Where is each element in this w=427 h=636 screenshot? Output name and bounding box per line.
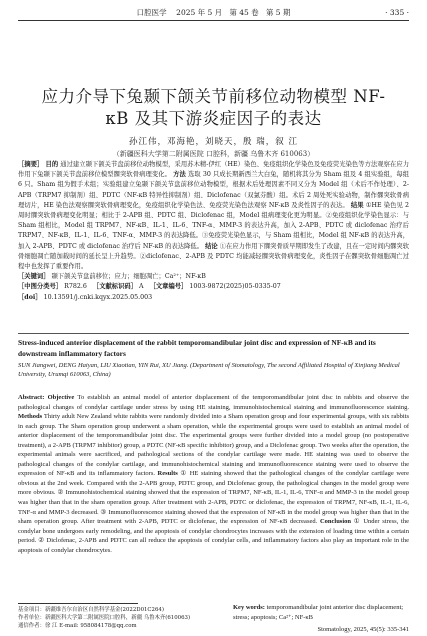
- objective-label-en: Objective: [47, 394, 75, 401]
- keywords-text-zh: 颞下颌关节盘前移位；应力；细胞凋亡；Ca²⁺；NF-κB: [51, 273, 206, 281]
- article-id-label: ［文章编号］: [149, 283, 188, 291]
- conclusion-label-en: Conclusion: [319, 518, 352, 526]
- methods-label-zh: 方法: [173, 171, 186, 179]
- keywords-label-en: Key words:: [233, 604, 265, 611]
- authors-zh: 孙江伟，邓海艳，刘晓天，殷 瑞，叙 江: [129, 137, 298, 147]
- classification-zh: [18, 282, 409, 292]
- keywords-label-zh: ［关键词］: [18, 273, 50, 281]
- objective-text-zh: 通过建立颞下颌关节盘前移位动物模型，采用苏木精-伊红（HE）染色、免疫组织化学染色及免疫荧光染色等方法观察在应力作用下兔颞下颌关节盘前移位模型髁突软骨病理变化。: [18, 161, 410, 179]
- abstract-en: [18, 393, 409, 555]
- clc-value: R782.6: [64, 283, 87, 291]
- doi-zh: [18, 293, 409, 303]
- objective-text-en: To establish an animal model of anterior displacement of the temporomandibular joint disc in rabbits and observe the pathological changes of condylar cartilage under stress by using HE staining, immunohistochemical staining and immunofluorescence staining.: [18, 394, 410, 411]
- doi-label: ［doi］: [18, 293, 42, 301]
- results-label-en: Results: [157, 470, 178, 478]
- methods-text-en: Thirty adult New Zealand white rabbits were randomly divided into a Sham operation group and four experimental groups, with six rabbits in each group. The Sham operation group underwent a sham operation, while the experimental groups were used to establish an animal model of anterior displacement of the temporomandibular joint disc. The experimental groups were further divided into a model group (no postoperative treatment), a 2-APB (TRPM7 inhibitor) group, a PDTC (NF-κB specific inhibitor) group, and a Diclofenac group. Two weeks after the operation, the experimental animals were sacrificed, and pathological sections of the condylar cartilage were made. HE staining was used to observe the pathological changes of the condylar cartilage, and immunohistochemical staining and immunofluorescence staining were used to observe the expression of NF-κB and its inflammatory factors.: [18, 413, 409, 478]
- methods-text-zh: 选取 30 只成长期新西兰大白兔，随机将其分为 Sham 组及 4 组实验组，每组 6 只。Sham 组为假手术组；实验组建立兔颞下颌关节盘前移位动物模型，根据术后处理因素不同又分为 Model 组（术后不作处理）、2-APB（TRPM7 抑制剂）组、PDTC（NF-κB 特异性抑制剂）组、Diclofenac（双氯芬酸）组。术后 2 周处死实验动物，制作髁突软骨病理切片，HE 染色法观察髁突软骨病理变化，免疫组织化学染色法、免疫荧光染色法观察 NF-κB 及炎性因子的表达。: [18, 171, 410, 209]
- keywords-zh: [18, 272, 409, 282]
- conclusion-text-en: ① Under stress, the condylar bone undergoes early remodeling, and the apoptosis of condylar chondrocytes increases with the extension of loading time within a certain period. ② Diclofenac, 2-APB and PDTC can all reduce the apoptosis of condylar cells, and inflammatory factors also play an important role in the apoptosis of condylar chondrocytes.: [18, 518, 409, 554]
- conclusion-text-zh: ①在应力作用下髁突骨质早期即发生了改建，且在一定时间内髁突软骨细胞凋亡随加载时间的延长呈上升趋势。②diclofenac、2-APB 及 PDTC 均能减轻髁突软骨病理变化，炎性因子在髁突软骨细胞凋亡过程中也发挥了重要作用。: [18, 242, 409, 271]
- article-title-en: Stress-induced anterior displacement of the rabbit temporomandibular joint disc and expression of NF-κB and its downstream inflammatory factors: [18, 338, 376, 358]
- issue: 第 5 期: [265, 8, 291, 17]
- citation: Stomatology, 2025, 45(5): 335-341: [317, 626, 409, 633]
- keywords-en: [233, 603, 409, 622]
- methods-label-en: Methods: [18, 413, 43, 421]
- objective-label-zh: 目的: [45, 161, 59, 168]
- abstract-label-en: Abstract:: [18, 394, 45, 401]
- keywords-text-en: temporomandibular joint anterior disc displacement; stress; apoptosis; Ca²⁺; NF-κB: [233, 604, 404, 621]
- doc-code-label: ［文献标识码］: [92, 283, 137, 291]
- running-header: [18, 6, 409, 21]
- footnote-rule: [18, 603, 138, 604]
- article-title-zh: 应力介导下兔颞下颌关节前移位动物模型 NF-κB 及其下游炎症因子的表达: [41, 87, 386, 128]
- section-divider: [18, 333, 409, 334]
- doc-code-value: A: [138, 283, 144, 291]
- results-label-zh: 结果: [350, 201, 364, 209]
- article-id-value: 1003-9872(2025)05-0335-07: [189, 283, 281, 291]
- footnote-correspondence: 通信作者：徐 江 E-mail: 958084178@qq.com: [18, 623, 137, 629]
- results-text-en: ① HE staining showed that the pathological changes of the condylar cartilage were obvious at the 2nd week. Compared with the 2-APB group, PDTC group, and Diclofenac group, the pathological changes in the model group were more obvious. ② Immunohistochemical staining showed that the expression of TRPM7, NF-κB, IL-1, IL-6, TNF-α and MMP-3 in the model group was higher than that in the sham operation group. After treatment with 2-APB, PDTC or diclofenac, the expression of TRPM7, NF-κB, IL-1, IL-6, TNF-α and MMP-3 decreased. ③ Immunofluorescence staining showed that the expression of NF-κB in the model group was higher than that in the sham operation group. After treatment with 2-APB, PDTC or diclofenac, the expression of NF-κB decreased.: [18, 470, 410, 526]
- volume: 第 45 卷: [229, 8, 259, 17]
- abstract-label-zh: ［摘要］: [18, 161, 44, 168]
- footnotes: [18, 606, 228, 630]
- affiliation-zh: （新疆医科大学第二附属医院 口腔科，新疆 乌鲁木齐 610063）: [112, 150, 315, 158]
- clc-label: ［中图分类号］: [18, 283, 63, 291]
- doi-value: 10.13591/j.cnki.kqyx.2025.05.003: [43, 293, 153, 301]
- abstract-zh: [18, 160, 409, 303]
- issue-date: 2025 年 5 月: [176, 8, 223, 17]
- authors-en: SUN Jiangwei, DENG Haiyan, LIU Xiaotian, YIN Rui, XU Jiang. (Department of Stomatology, The second Affiliated Hospital of Xinjiang Medical University, Urumqi 610063, China): [18, 362, 400, 379]
- conclusion-label-zh: 结论: [205, 242, 218, 250]
- results-text-zh: ①HE 染色见 2 周时髁突软骨病理变化明显；相比于 2-APB 组、PDTC 组、Diclofenac 组，Model 组病理变化更为明显。②免疫组织化学染色显示：与 Sham 组相比，Model 组 TRPM7、NF-κB、IL-1、IL-6、TNF-α、MMP-3 的表达升高，加入 2-APB、PDTC 或 diclofenac 治疗后 TRPM7、NF-κB、IL-1、IL-6、TNF-α、MMP-3 的表达降低。③免疫荧光染色显示，与 Sham 组相比，Model 组 NF-κB 的表达升高，加入 2-APB、PDTC 或 diclofenac 治疗后 NF-κB 的表达降低。: [18, 201, 409, 250]
- page-number: · 335 ·: [385, 8, 409, 17]
- footnote-affiliation: 作者单位：新疆医科大学第二附属医院口腔科，新疆 乌鲁木齐(610063): [18, 615, 191, 621]
- journal-name: 口腔医学: [136, 8, 167, 17]
- footnote-funding: 基金项目：新疆维吾尔自治区自然科学基金(2022D01C264): [18, 607, 164, 613]
